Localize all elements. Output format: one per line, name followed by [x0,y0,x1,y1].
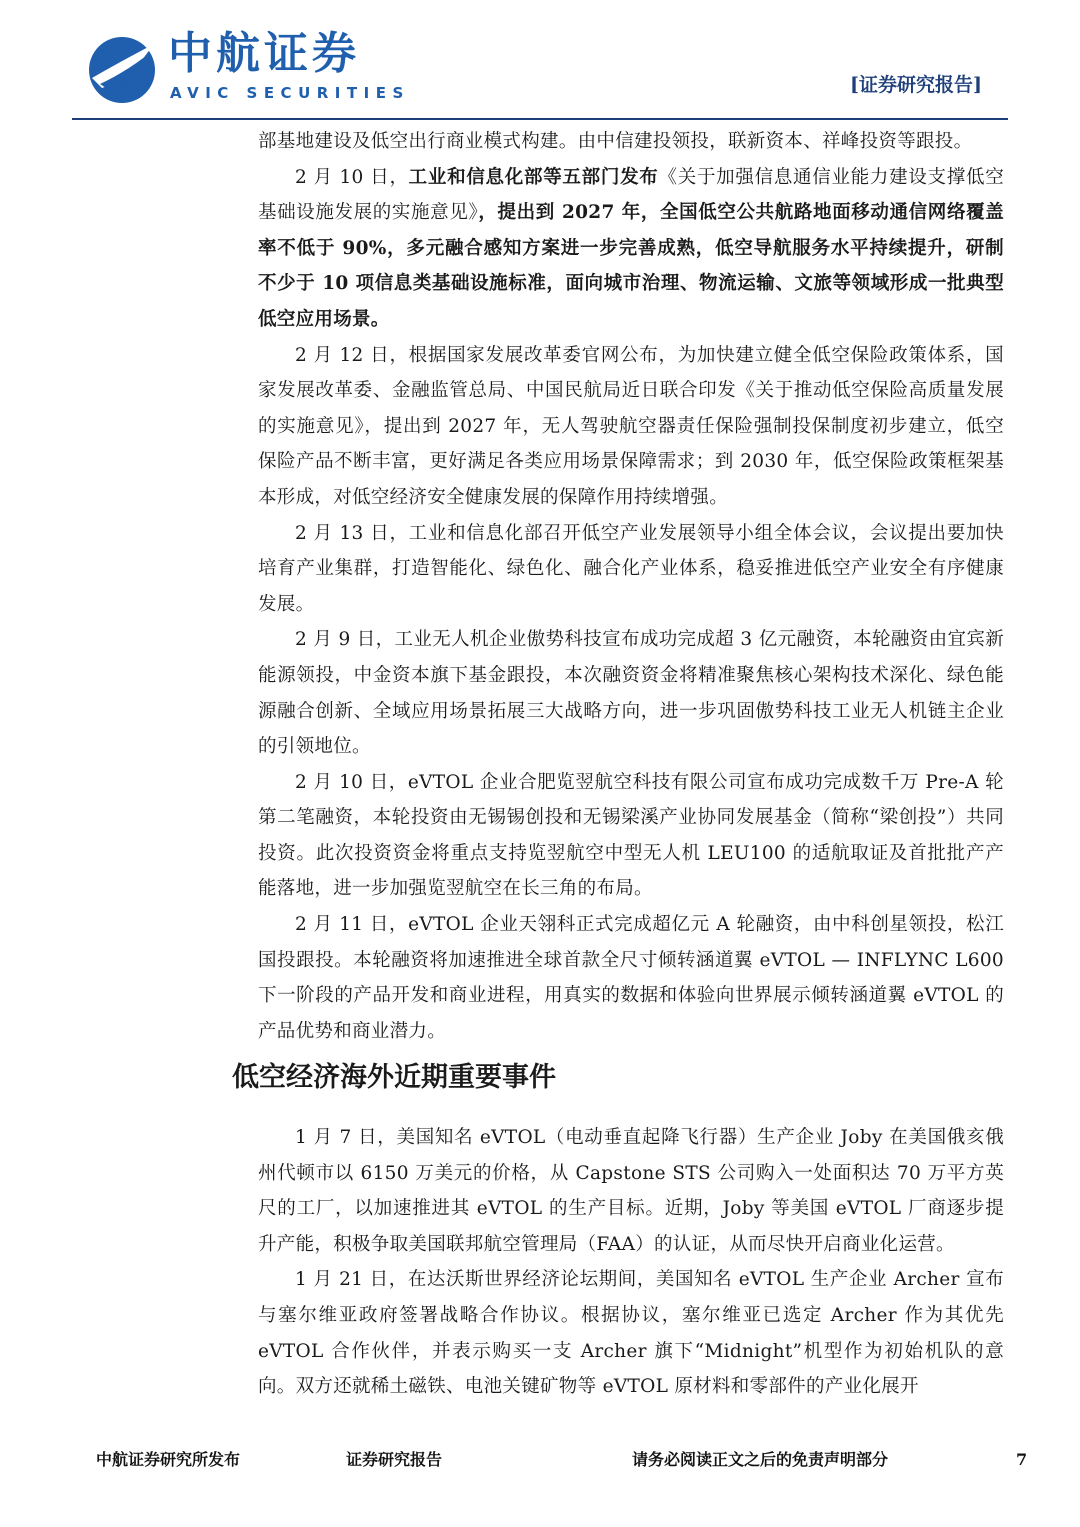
paragraph-miit-policy [258,160,1004,338]
brand-name: 中航证券 [168,28,360,79]
section-title: 低空经济海外近期重要事件 [232,1062,556,1093]
paragraph-joby-factory: 1 月 7 日，美国知名 eVTOL（电动垂直起降飞行器）生产企业 Joby 在美国俄亥俄州代顿市以 6150 万美元的价格，从 Capstone STS 公司购入一处面积达 70 万平方英尺的工厂，以加速推进其 eVTOL 的生产目标。近期，Joby 等美国 eVTOL 厂商逐步提升产能，积极争取美国联邦航空管理局（FAA）的认证，从而尽快开启商业化运营。 [258,1127,1004,1255]
paragraph-miit-meeting: 2 月 13 日，工业和信息化部召开低空产业发展领导小组全体会议，会议提出要加快培育产业集群，打造智能化、绿色化、融合化产业体系，稳妥推进低空产业安全有序健康发展。 [258,522,1004,615]
main-content [258,124,1004,1049]
overseas-events-content [258,1120,1004,1405]
paragraph-tianlingke-financing: 2 月 11 日，eVTOL 企业天翎科正式完成超亿元 A 轮融资，由中科创星领投，松江国投跟投。本轮融资将加速推进全球首款全尺寸倾转涵道翼 eVTOL — INFLYNC L600 下一阶段的产品开发和商业进程，用真实的数据和体验向世界展示倾转涵道翼 eVTOL 的产品优势和商业潜力。 [258,914,1004,1042]
logo-text: AVIC [110,79,134,89]
paragraph-archer-serbia: 1 月 21 日，在达沃斯世界经济论坛期间，美国知名 eVTOL 生产企业 Archer 宣布与塞尔维亚政府签署战略合作协议。根据协议，塞尔维亚已选定 Archer 作为其优先 eVTOL 合作伙伴，并表示购买一支 Archer 旗下“Midnight”机型作为初始机队的意向。双方还就稀土磁铁、电池关键矿物等 eVTOL 原材料和零部件的产业化展开 [258,1269,1004,1398]
document-title: 《关于加强信息通信业能力建设支撑低空基础设施发展的实施意见》 [258,166,1005,224]
page-header [0,0,1080,122]
date-lead: 2 月 10 日， [295,166,409,188]
footer-publisher: 中航证券研究所发布 [96,1450,241,1469]
avic-logo-icon [86,34,158,106]
report-type-tag: [证券研究报告] [850,74,982,96]
footer-disclaimer: 请务必阅读正文之后的免责声明部分 [632,1450,889,1469]
bold-targets: ，提出到 2027 年，全国低空公共航路地面移动通信网络覆盖率不低于 90%，多元融合感知方案进一步完善成熟，低空导航服务水平持续提升，研制不少于 10 项信息类基础设施标准，面向城市治理、物流运输、文旅等领域形成一批典型低空应用场景。 [258,202,1005,330]
paragraph-lanyi-financing: 2 月 10 日，eVTOL 企业合肥览翌航空科技有限公司宣布成功完成数千万 Pre-A 轮第二笔融资，本轮投资由无锡锡创投和无锡梁溪产业协同发展基金（简称“梁创投”）共同投资。此次投资资金将重点支持览翌航空中型无人机 LEU100 的适航取证及首批批产产能落地，进一步加强览翌航空在长三角的布局。 [258,771,1004,900]
page-footer [0,1440,1080,1500]
paragraph-aoshi-financing: 2 月 9 日，工业无人机企业傲势科技宣布成功完成超 3 亿元融资，本轮融资由宜宾新能源领投，中金资本旗下基金跟投，本次融资资金将精准聚焦核心架构技术深化、绿色能源融合创新、全域应用场景拓展三大战略方向，进一步巩固傲势科技工业无人机链主企业的引领地位。 [258,629,1004,758]
bold-issuer: 工业和信息化部等五部门发布 [408,166,659,188]
page-number: 7 [1016,1450,1028,1469]
paragraph-insurance-policy: 2 月 12 日，根据国家发展改革委官网公布，为加快建立健全低空保险政策体系，国家发展改革委、金融监管总局、中国民航局近日联合印发《关于推动低空保险高质量发展的实施意见》，提出到 2027 年，无人驾驶航空器责任保险强制投保制度初步建立，低空保险产品不断丰富，更好满足各类应用场景保障需求；到 2030 年，低空保险政策框架基本形成，对低空经济安全健康发展的保障作用持续增强。 [258,344,1004,508]
header-divider [72,118,1008,120]
brand-english-name: AVIC SECURITIES [170,84,410,102]
paragraph-continued: 部基地建设及低空出行商业模式构建。由中信建投领投，联新资本、祥峰投资等跟投。 [258,131,973,152]
footer-report-type: 证券研究报告 [346,1450,443,1469]
